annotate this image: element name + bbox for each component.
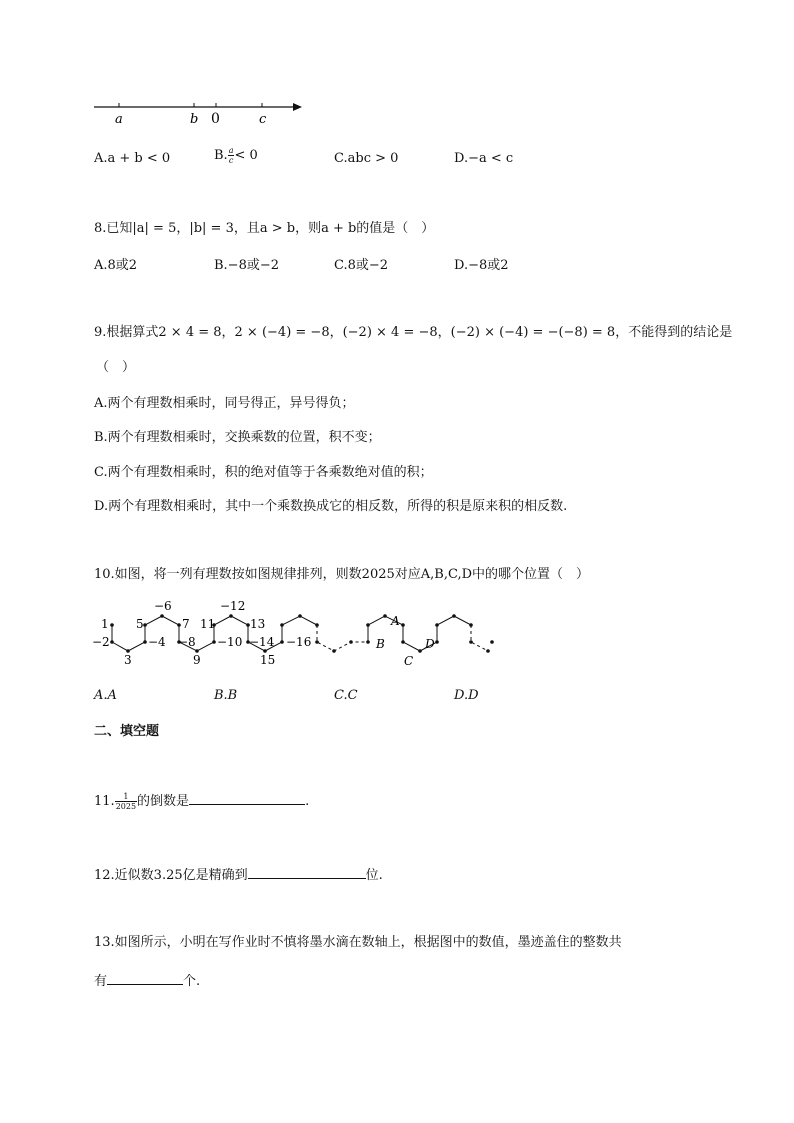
q12 — [94, 866, 383, 884]
q7-option-b-suffix: < 0 — [234, 148, 258, 163]
q10-option-a[interactable]: A.A — [94, 688, 117, 703]
q8-option-d[interactable]: D.−8或2 — [454, 258, 509, 273]
figure-label-D: D — [425, 637, 435, 651]
zigzag-point — [177, 623, 181, 627]
label-c: c — [259, 112, 267, 127]
figure-label-neg6: −6 — [154, 599, 172, 613]
q7-option-b-prefix: B. — [214, 148, 228, 163]
figure-label-neg2: −2 — [92, 635, 110, 649]
zigzag-point — [280, 623, 284, 627]
zigzag-point — [143, 640, 147, 644]
number-line-figure — [90, 95, 310, 130]
zigzag-point — [401, 623, 405, 627]
q10-option-d[interactable]: D.D — [454, 688, 479, 703]
figure-label-neg4: −4 — [148, 635, 166, 649]
q9-option-a[interactable]: A.两个有理数相乘时，同号得正，异号得负； — [94, 396, 355, 411]
zigzag-point — [383, 614, 387, 618]
q10-option-b[interactable]: B.B — [214, 688, 238, 703]
figure-label-7: 7 — [182, 617, 190, 631]
zigzag-point — [469, 640, 473, 644]
q9-option-b[interactable]: B.两个有理数相乘时，交换乘数的位置，积不变； — [94, 430, 381, 445]
fraction-numerator: a — [228, 146, 234, 155]
q7-option-d[interactable]: D.−a < c — [454, 151, 514, 166]
number-line-arrow — [293, 103, 302, 111]
q13-prefix: 有 — [94, 974, 108, 989]
fraction-denominator: 2025 — [115, 802, 137, 811]
zigzag-point — [110, 640, 114, 644]
figure-label-3: 3 — [124, 653, 132, 667]
q11-end: . — [305, 794, 310, 809]
figure-label-1: 1 — [101, 617, 109, 631]
label-a: a — [115, 112, 123, 127]
figure-label-B: B — [376, 637, 385, 651]
zigzag-point — [490, 640, 494, 644]
zigzag-point — [418, 649, 422, 653]
zigzag-point — [349, 640, 353, 644]
q13-answer-blank[interactable] — [107, 972, 183, 985]
q10-option-c[interactable]: C.C — [334, 688, 358, 703]
label-b: b — [190, 112, 199, 127]
q10-stem: 10.如图，将一列有理数按如图规律排列，则数2025对应A,B,C,D中的哪个位置（ ） — [94, 567, 590, 582]
zigzag-point — [435, 640, 439, 644]
q9-stem: 9.根据算式2 × 4 = 8，2 × (−4) = −8，(−2) × 4 = −8，(−2) × (−4) = −(−8) = 8，不能得到的结论是 — [94, 325, 733, 340]
zigzag-point — [143, 623, 147, 627]
q11 — [94, 792, 309, 811]
q7-option-a[interactable]: A.a + b < 0 — [94, 151, 171, 166]
figure-label-neg14: −14 — [249, 635, 275, 649]
q9-option-c[interactable]: C.两个有理数相乘时，积的绝对值等于各乘数绝对值的积； — [94, 465, 433, 480]
fraction-numerator: 1 — [115, 792, 137, 802]
q11-suffix: 的倒数是 — [137, 794, 190, 809]
figure-label-A: A — [391, 614, 400, 628]
q9-paren: （ ） — [96, 360, 136, 375]
zigzag-point — [280, 640, 284, 644]
zigzag-point — [486, 649, 490, 653]
zigzag-point — [332, 649, 336, 653]
fraction-denominator: c — [228, 156, 234, 165]
q13-line1: 13.如图所示，小明在写作业时不慎将墨水滴在数轴上，根据图中的数值，墨迹盖住的整数共 — [94, 935, 622, 950]
zigzag-point — [160, 614, 164, 618]
q10-zigzag-figure — [90, 597, 510, 672]
zigzag-point — [315, 623, 319, 627]
zigzag-point — [315, 640, 319, 644]
zigzag-point — [110, 623, 114, 627]
figure-label-11: 11 — [200, 617, 216, 631]
zigzag-point — [366, 640, 370, 644]
zigzag-point — [212, 640, 216, 644]
figure-label-neg12: −12 — [220, 599, 246, 613]
q12-answer-blank[interactable] — [248, 866, 366, 879]
q8-option-c[interactable]: C.8或−2 — [334, 258, 389, 273]
q12-prefix: 12.近似数3.25亿是精确到 — [94, 868, 248, 883]
figure-label-15: 15 — [260, 653, 276, 667]
q9-option-d[interactable]: D.两个有理数相乘时，其中一个乘数换成它的相反数，所得的积是原来积的相反数. — [94, 499, 568, 514]
q7-option-b[interactable] — [214, 146, 258, 165]
figure-label-9: 9 — [193, 653, 201, 667]
label-zero: 0 — [211, 111, 220, 127]
section-title-fill-in: 二、填空题 — [94, 724, 160, 739]
zigzag-point — [452, 614, 456, 618]
q12-suffix: 位. — [365, 868, 383, 883]
zigzag-point — [401, 640, 405, 644]
figure-label-neg10: −10 — [217, 635, 243, 649]
q13-line2 — [94, 972, 200, 990]
q8-option-a[interactable]: A.8或2 — [94, 258, 138, 273]
q11-fraction — [115, 792, 137, 811]
zigzag-point — [229, 614, 233, 618]
figure-label-5: 5 — [136, 617, 144, 631]
zigzag-point — [366, 623, 370, 627]
q11-prefix: 11. — [94, 794, 115, 809]
figure-label-13: 13 — [250, 617, 266, 631]
q8-option-b[interactable]: B.−8或−2 — [214, 258, 280, 273]
zigzag-point — [435, 623, 439, 627]
figure-label-neg8: −8 — [178, 635, 196, 649]
q11-answer-blank[interactable] — [189, 792, 305, 805]
q8-stem: 8.已知|a| = 5，|b| = 3，且a > b，则a + b的值是（ ） — [94, 221, 435, 236]
figure-label-C: C — [404, 654, 414, 668]
zigzag-point — [469, 623, 473, 627]
q13-suffix: 个. — [183, 974, 201, 989]
q7-option-c[interactable]: C.abc > 0 — [334, 151, 399, 166]
figure-label-neg16: −16 — [286, 635, 312, 649]
zigzag-point — [298, 614, 302, 618]
